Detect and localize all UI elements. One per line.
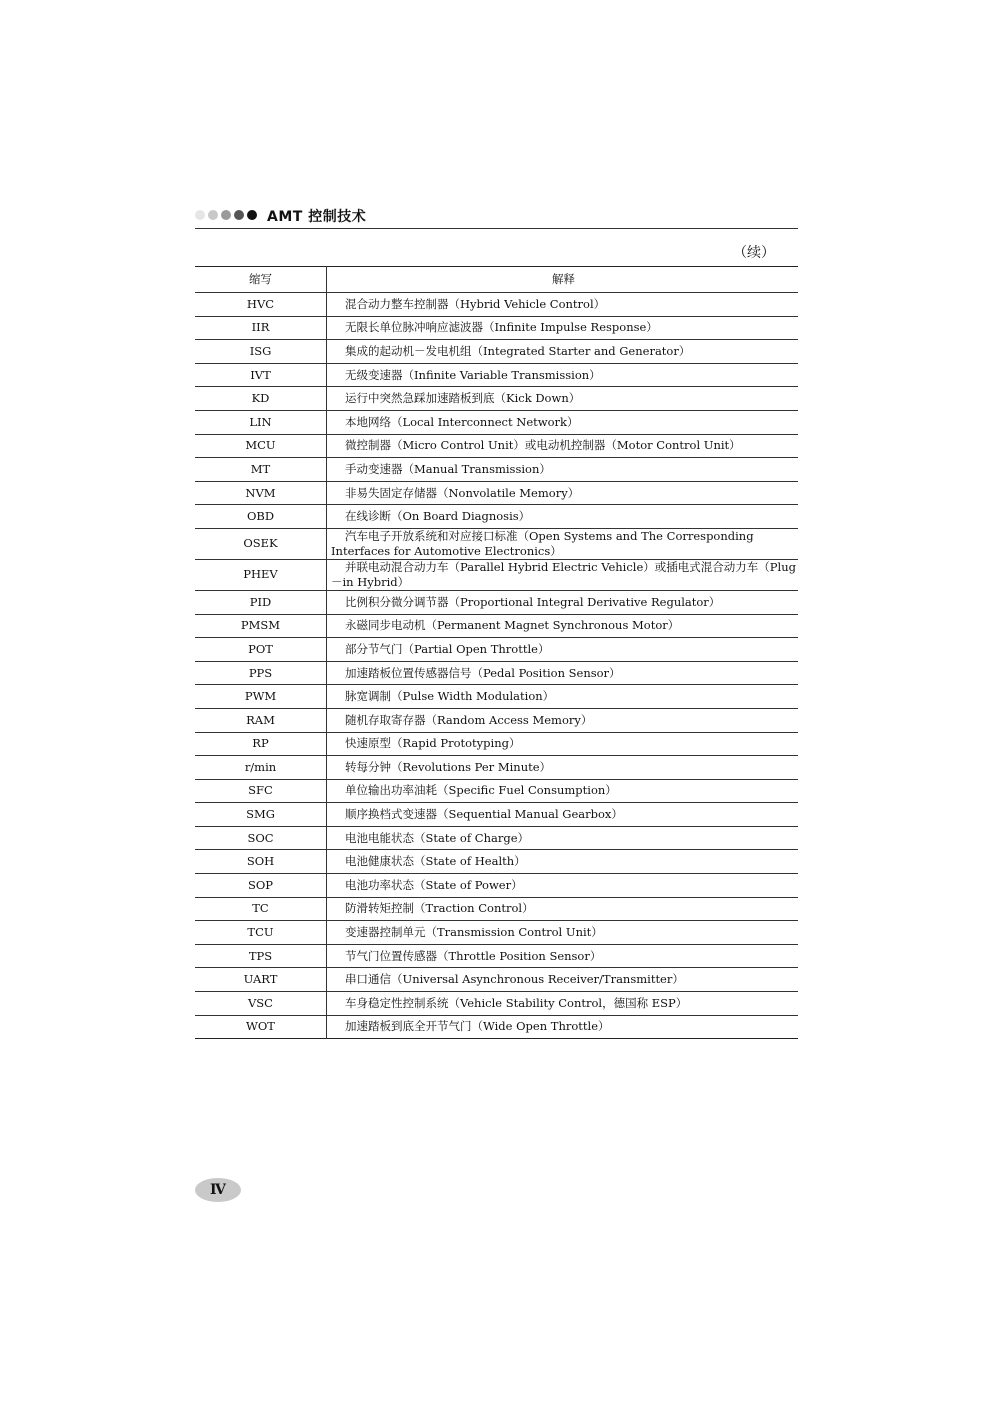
- abbreviation-cell: PID: [195, 590, 327, 614]
- table-row: [195, 992, 798, 1016]
- explanation-cell: 永磁同步电动机（Permanent Magnet Synchronous Motor）: [327, 614, 799, 638]
- abbreviation-cell: RP: [195, 732, 327, 756]
- table-row: [195, 897, 798, 921]
- abbreviation-cell: SOC: [195, 826, 327, 850]
- explanation-cell: 快速原型（Rapid Prototyping）: [327, 732, 799, 756]
- explanation-cell: 电池电能状态（State of Charge）: [327, 826, 799, 850]
- table-row: [195, 387, 798, 411]
- abbreviation-cell: TCU: [195, 921, 327, 945]
- decorative-dots: [195, 210, 260, 222]
- continued-label: （续）: [733, 245, 775, 261]
- decorative-dot: [234, 210, 244, 220]
- table-row: [195, 756, 798, 780]
- table-row: [195, 826, 798, 850]
- table-body: [195, 293, 798, 1039]
- table-row: [195, 559, 798, 590]
- table-row: [195, 528, 798, 559]
- header-explanation: 解释: [552, 272, 575, 286]
- abbreviation-cell: OBD: [195, 505, 327, 529]
- table-row: [195, 685, 798, 709]
- table-row: [195, 803, 798, 827]
- explanation-cell: 比例积分微分调节器（Proportional Integral Derivative Regulator）: [327, 590, 799, 614]
- abbreviation-cell: WOT: [195, 1015, 327, 1039]
- explanation-cell: 汽车电子开放系统和对应接口标准（Open Systems and The Corresponding Interfaces for Automotive Electronics）: [327, 528, 799, 559]
- abbreviation-cell: RAM: [195, 708, 327, 732]
- explanation-cell: 并联电动混合动力车（Parallel Hybrid Electric Vehicle）或插电式混合动力车（Plug－in Hybrid）: [327, 559, 799, 590]
- explanation-cell: 集成的起动机－发电机组（Integrated Starter and Generator）: [327, 340, 799, 364]
- explanation-cell: 电池健康状态（State of Health）: [327, 850, 799, 874]
- table-row: [195, 968, 798, 992]
- abbreviation-cell: SOP: [195, 874, 327, 898]
- running-header: [195, 206, 798, 229]
- table-row: [195, 732, 798, 756]
- abbreviation-cell: HVC: [195, 293, 327, 317]
- table-row: [195, 850, 798, 874]
- explanation-cell: 节气门位置传感器（Throttle Position Sensor）: [327, 944, 799, 968]
- abbreviation-cell: PHEV: [195, 559, 327, 590]
- abbreviation-cell: ISG: [195, 340, 327, 364]
- table-row: [195, 458, 798, 482]
- explanation-cell: 脉宽调制（Pulse Width Modulation）: [327, 685, 799, 709]
- table-row: [195, 293, 798, 317]
- explanation-cell: 非易失固定存储器（Nonvolatile Memory）: [327, 481, 799, 505]
- decorative-dot: [247, 210, 257, 220]
- explanation-cell: 串口通信（Universal Asynchronous Receiver/Transmitter）: [327, 968, 799, 992]
- explanation-cell: 电池功率状态（State of Power）: [327, 874, 799, 898]
- decorative-dot: [208, 210, 218, 220]
- table-row: [195, 944, 798, 968]
- explanation-cell: 无级变速器（Infinite Variable Transmission）: [327, 363, 799, 387]
- table-row: [195, 779, 798, 803]
- abbreviation-cell: TC: [195, 897, 327, 921]
- abbreviation-cell: SMG: [195, 803, 327, 827]
- page-number-badge: Ⅳ: [195, 1178, 241, 1202]
- explanation-cell: 防滑转矩控制（Traction Control）: [327, 897, 799, 921]
- decorative-dot: [195, 210, 205, 220]
- abbreviation-cell: MCU: [195, 434, 327, 458]
- explanation-cell: 在线诊断（On Board Diagnosis）: [327, 505, 799, 529]
- abbreviation-cell: KD: [195, 387, 327, 411]
- table-row: [195, 316, 798, 340]
- abbreviation-cell: UART: [195, 968, 327, 992]
- table-row: [195, 874, 798, 898]
- abbreviation-cell: LIN: [195, 410, 327, 434]
- explanation-cell: 加速踏板到底全开节气门（Wide Open Throttle）: [327, 1015, 799, 1039]
- abbreviation-cell: PPS: [195, 661, 327, 685]
- explanation-cell: 变速器控制单元（Transmission Control Unit）: [327, 921, 799, 945]
- table-row: [195, 614, 798, 638]
- explanation-cell: 车身稳定性控制系统（Vehicle Stability Control，德国称 ESP）: [327, 992, 799, 1016]
- explanation-cell: 顺序换档式变速器（Sequential Manual Gearbox）: [327, 803, 799, 827]
- abbreviation-cell: r/min: [195, 756, 327, 780]
- explanation-cell: 转每分钟（Revolutions Per Minute）: [327, 756, 799, 780]
- abbreviation-cell: MT: [195, 458, 327, 482]
- explanation-cell: 单位输出功率油耗（Specific Fuel Consumption）: [327, 779, 799, 803]
- table-row: [195, 505, 798, 529]
- explanation-cell: 手动变速器（Manual Transmission）: [327, 458, 799, 482]
- abbreviation-cell: IIR: [195, 316, 327, 340]
- abbreviation-cell: PMSM: [195, 614, 327, 638]
- book-title: AMT 控制技术: [267, 209, 367, 225]
- table-row: [195, 434, 798, 458]
- abbreviation-cell: POT: [195, 638, 327, 662]
- explanation-cell: 微控制器（Micro Control Unit）或电动机控制器（Motor Control Unit）: [327, 434, 799, 458]
- explanation-cell: 运行中突然急踩加速踏板到底（Kick Down）: [327, 387, 799, 411]
- table-row: [195, 340, 798, 364]
- abbreviation-cell: VSC: [195, 992, 327, 1016]
- explanation-cell: 随机存取寄存器（Random Access Memory）: [327, 708, 799, 732]
- table-header-row: [195, 267, 798, 293]
- table-row: [195, 410, 798, 434]
- table-row: [195, 661, 798, 685]
- abbreviation-cell: TPS: [195, 944, 327, 968]
- table-row: [195, 638, 798, 662]
- table-row: [195, 481, 798, 505]
- decorative-dot: [221, 210, 231, 220]
- abbreviation-cell: PWM: [195, 685, 327, 709]
- abbreviation-cell: NVM: [195, 481, 327, 505]
- table-row: [195, 1015, 798, 1039]
- table-row: [195, 590, 798, 614]
- explanation-cell: 部分节气门（Partial Open Throttle）: [327, 638, 799, 662]
- abbreviation-cell: SFC: [195, 779, 327, 803]
- abbreviation-table: [195, 266, 798, 1039]
- table-row: [195, 921, 798, 945]
- abbreviation-cell: SOH: [195, 850, 327, 874]
- explanation-cell: 加速踏板位置传感器信号（Pedal Position Sensor）: [327, 661, 799, 685]
- explanation-cell: 混合动力整车控制器（Hybrid Vehicle Control）: [327, 293, 799, 317]
- table-row: [195, 363, 798, 387]
- table-row: [195, 708, 798, 732]
- header-abbreviation: 缩写: [195, 267, 327, 293]
- abbreviation-cell: OSEK: [195, 528, 327, 559]
- explanation-cell: 无限长单位脉冲响应滤波器（Infinite Impulse Response）: [327, 316, 799, 340]
- abbreviation-cell: IVT: [195, 363, 327, 387]
- explanation-cell: 本地网络（Local Interconnect Network）: [327, 410, 799, 434]
